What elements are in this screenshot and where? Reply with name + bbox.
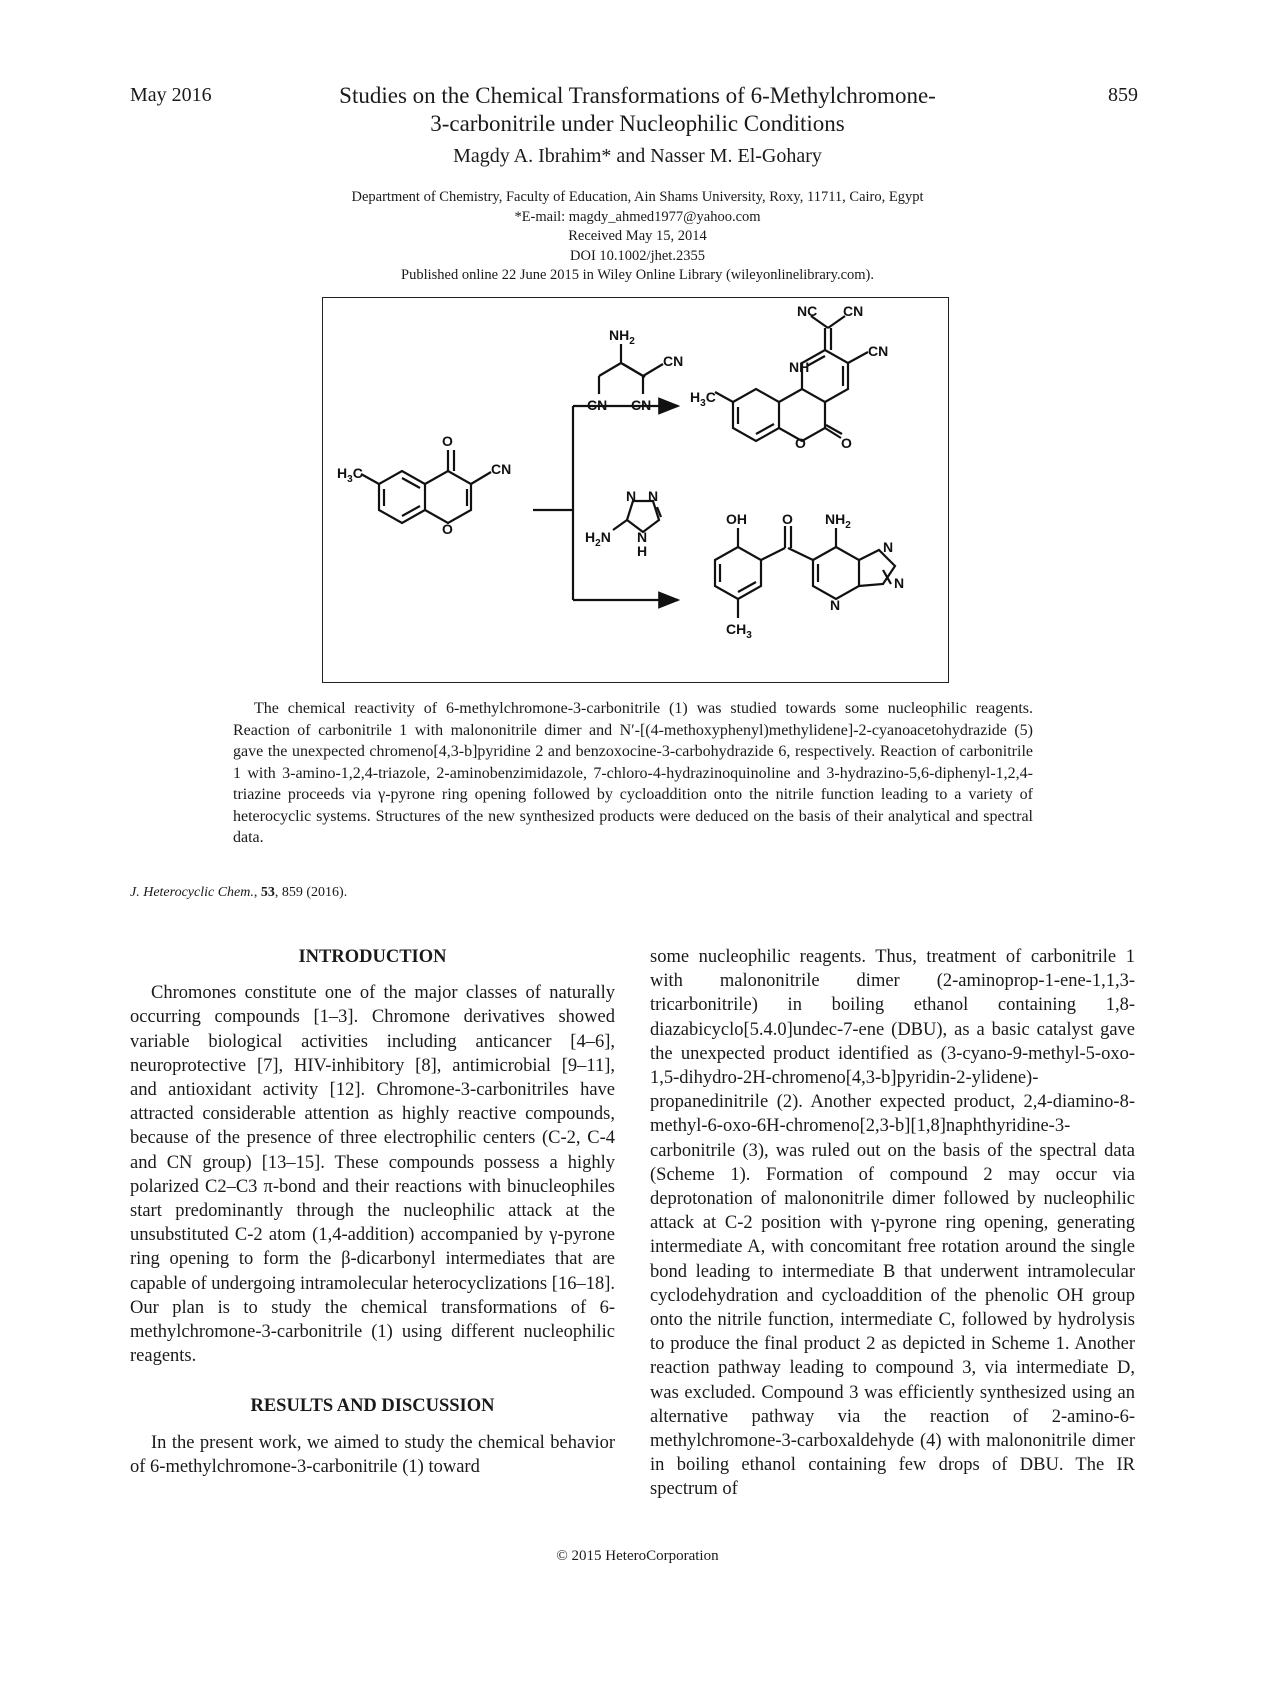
email: *E-mail: magdy_ahmed1977@yahoo.com (514, 208, 761, 225)
volume: 53 (260, 885, 275, 900)
citation: J. Heterocyclic Chem., 53, 859 (2016). (130, 885, 348, 900)
header-date: May 2016 (130, 84, 212, 106)
ch3-label: $CH_3$ (726, 621, 752, 641)
oxo-label-1: O (442, 433, 453, 449)
oxo-label-3: O (782, 511, 793, 527)
nh-label: NH (789, 359, 810, 375)
n-label-5: N (894, 575, 905, 591)
reaction-scheme (322, 297, 949, 683)
doi: DOI 10.1002/jhet.2355 (570, 247, 705, 264)
results-heading: RESULTS AND DISCUSSION (250, 1396, 495, 1417)
paper-title (240, 82, 1035, 138)
cn-label-1: CN (491, 461, 512, 477)
published-online: Published online 22 June 2015 in Wiley Online Library (wileyonlinelibrary.com). (401, 267, 874, 283)
affiliation-block (200, 188, 1075, 286)
department: Department of Chemistry, Faculty of Education, Ain Shams University, Roxy, 11711, Cairo, Egypt (351, 189, 924, 205)
abstract: The chemical reactivity of 6-methylchromone-3-carbonitrile (1) was studied towards some nucleophilic reagents. Reaction of carbonitrile 1 with malononitrile dimer and N′-[(4-methoxyphenyl)methylidene]-2-cyanoacetohydrazide (5) gave the unexpected chromeno[4,3-b]pyridine 2 and benzoxocine-3-carbohydrazide 6, respectively. Reaction of carbonitrile 1 with 3-amino-1,2,4-triazole, 2-aminobenzimidazole, 7-chloro-4-hydrazinoquinoline and 3-hydrazino-5,6-diphenyl-1,2,4-triazine proceeds via γ-pyrone ring opening followed by cycloaddition onto the nitrile function leading to a variety of heterocyclic systems. Structures of the new synthesized products were deduced on the basis of their analytical and spectral data. (233, 700, 1033, 846)
oxo-label-2: O (841, 435, 852, 451)
nc-label: NC (797, 303, 818, 319)
h3c-label-1: $H_3C$ (337, 465, 363, 485)
introduction-heading: INTRODUCTION (298, 947, 447, 967)
h-label-1: H (637, 543, 648, 559)
right-column (650, 945, 1135, 1502)
oh-label: OH (726, 511, 747, 527)
pyrimidine-ring (813, 547, 859, 599)
cn-label-6: CN (868, 343, 889, 359)
cn-label-4: CN (631, 397, 652, 413)
received-date: Received May 15, 2014 (568, 228, 707, 244)
authors: Magdy A. Ibrahim* and Nasser M. El-Gohary (453, 145, 822, 167)
triazole-ring (627, 501, 659, 532)
n-label-4: N (883, 539, 894, 555)
n-label-3: N (637, 529, 648, 545)
cn-label-5: CN (843, 303, 864, 319)
page-number: 859 (1108, 84, 1138, 106)
ring-o-label-1: O (442, 521, 453, 537)
nh2-label-2: $NH_2$ (825, 511, 851, 531)
cn-label-3: CN (587, 397, 608, 413)
results-paragraph-continued: some nucleophilic reagents. Thus, treatment of carbonitrile 1 with malononitrile dimer (2-aminoprop-1-ene-1,1,3-tricarbonitrile) in boiling ethanol containing 1,8-diazabicyclo[5.4.0]undec-7-ene (DBU), as a basic catalyst gave the unexpected product identified as (3-cyano-9-methyl-5-oxo-1,5-dihydro-2H-chromeno[4,3-b]pyridin-2-ylidene)-propanedinitrile (2). Another expected product, 2,4-diamino-8-methyl-6-oxo-6H-chromeno[2,3-b][1,8]naphthyridine-3-carbonitrile (3), was ruled out on the basis of the spectral data (Scheme 1). Formation of compound 2 may occur via deprotonation of malononitrile dimer followed by nucleophilic attack at C-2 position with γ-pyrone ring opening, generating intermediate A, with concomitant free rotation around the single bond leading to intermediate B that underwent intramolecular cyclodehydration and cycloaddition of the phenolic OH group onto the nitrile function, intermediate C, followed by hydrolysis to produce the final product 2 as depicted in Scheme 1. Another reaction pathway leading to compound 3, via intermediate D, was excluded. Compound 3 was efficiently synthesized using an alternative pathway via the reaction of 2-amino-6-methylchromone-3-carboxaldehyde (4) with malononitrile dimer in boiling ethanol containing few drops of DBU. The IR spectrum of (650, 947, 1135, 1500)
results-paragraph-start: In the present work, we aimed to study the chemical behavior of 6-methylchromone-3-carbonitrile (1) toward (130, 1432, 615, 1477)
copyright-footer: © 2015 HeteroCorporation (556, 1548, 719, 1564)
title-line-2: 3-carbonitrile under Nucleophilic Conditions (430, 111, 845, 136)
journal-name: J. Heterocyclic Chem. (130, 885, 254, 900)
h2n-label: $H_2N$ (585, 529, 611, 549)
introduction-paragraph: Chromones constitute one of the major classes of naturally occurring compounds [1–3]. Chromone derivatives showed variable biological activities including anticancer [4–6], neuroprotective [7], HIV-inhibitory [8], antimicrobial [9–11], and antioxidant activity [12]. Chromone-3-carbonitriles have attracted considerable attention as highly reactive compounds, because of the presence of three electrophilic centers (C-2, C-4 and CN group) [13–15]. These compounds possess a highly polarized C2–C3 π-bond and their reactions with binucleophiles start predominantly through the nucleophilic attack at the unsubstituted C-2 atom (1,4-addition) accompanied by γ-pyrone ring opening to form the β-dicarbonyl intermediates that are capable of undergoing intramolecular heterocyclizations [16–18]. Our plan is to study the chemical transformations of 6-methylchromone-3-carbonitrile (1) using different nucleophilic reagents. (130, 983, 615, 1367)
n-label-6: N (830, 597, 841, 613)
title-line-1: Studies on the Chemical Transformations of 6-Methylchromone- (339, 83, 936, 108)
reaction-scheme-drawing (323, 298, 950, 684)
n-label-2: N (648, 488, 659, 504)
citation-pages: , 859 (2016). (274, 885, 348, 900)
left-column (130, 945, 615, 1479)
ring-o-label-2: O (795, 435, 806, 451)
h3c-label-2: $H_3C$ (690, 389, 716, 409)
n-label-1: N (626, 488, 637, 504)
chromone-pyrone-ring (425, 471, 471, 523)
cn-label-2: CN (663, 353, 684, 369)
nh2-label-1: $NH_2$ (609, 327, 635, 347)
